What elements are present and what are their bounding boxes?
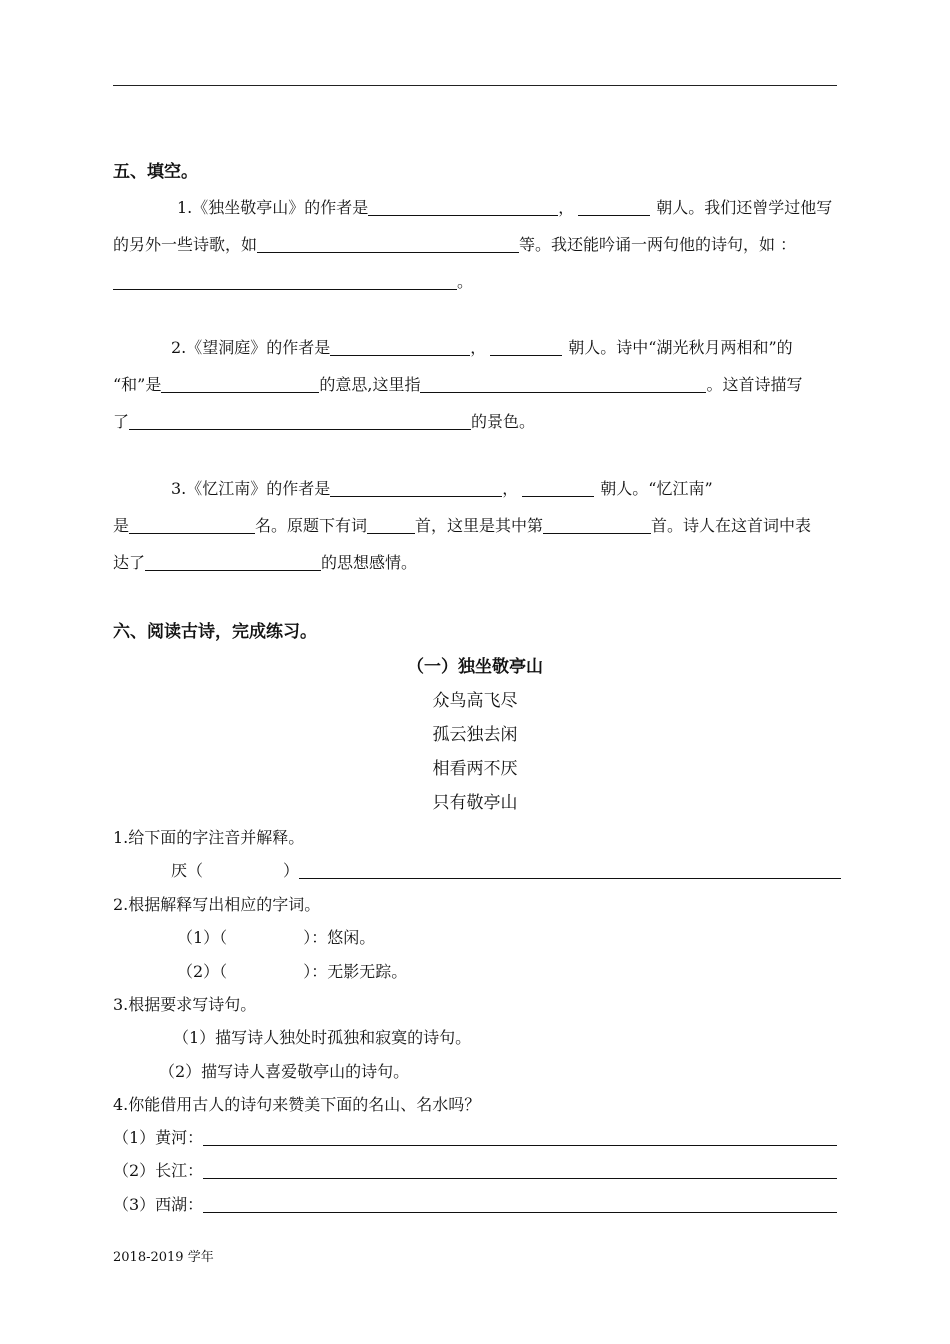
- poem-line-3: 相看两不厌: [432, 759, 518, 779]
- q5-1-text2: 朝人。我们还曾学过他写: [656, 198, 833, 217]
- q6-1-item: [113, 861, 837, 881]
- q5-1-line2: [113, 235, 837, 255]
- q6-4-i2-label: （2）长江：: [113, 1161, 204, 1180]
- q5-1-line3: [113, 272, 837, 292]
- q6-2-item2: [113, 962, 837, 982]
- q5-2-text7: 的景色。: [471, 412, 536, 431]
- q5-2-author-blank[interactable]: [330, 339, 470, 356]
- q5-2-line1: [113, 338, 837, 358]
- q6-3-item1: [113, 1028, 837, 1048]
- q6-2-i2-close: ）：无影无踪。: [303, 962, 408, 981]
- q6-4-i3-blank[interactable]: [203, 1196, 837, 1213]
- q5-1-dynasty-blank[interactable]: [578, 199, 650, 216]
- q5-3-text2: 朝人。“忆江南”: [600, 479, 713, 498]
- q6-3-item2: [113, 1062, 837, 1082]
- q6-4-i1-blank[interactable]: [203, 1129, 837, 1146]
- q5-1-line1: [113, 198, 837, 218]
- q5-2-text2: 朝人。诗中“湖光秋月两相和”的: [568, 338, 793, 357]
- q6-2-i1-close: ）：悠闲。: [303, 928, 376, 947]
- poem-line-2: 孤云独去闲: [432, 725, 518, 745]
- q5-3-line2: [113, 516, 837, 536]
- poem-title: （一）独坐敬亭山: [407, 657, 543, 677]
- q5-1-comma: ，: [558, 198, 575, 217]
- q5-2-line3: [113, 412, 837, 432]
- footer-year: 2018-2019 学年: [113, 1250, 214, 1265]
- q5-3-text8: 的思想感情。: [321, 553, 418, 572]
- q5-2-meaning-blank[interactable]: [161, 376, 319, 393]
- q6-2-i2-open: （2）（: [177, 962, 228, 981]
- q6-1-explain-blank[interactable]: [299, 862, 841, 879]
- q5-3-text7: 达了: [113, 553, 146, 572]
- q6-1-text: 1.给下面的字注音并解释。: [113, 828, 305, 847]
- q6-4-i1-label: （1）黄河：: [113, 1128, 204, 1147]
- q5-2-line2: [113, 375, 837, 395]
- q6-4-i3-label: （3）西湖：: [113, 1195, 204, 1214]
- q5-1-author-blank[interactable]: [368, 199, 558, 216]
- q5-3-count-blank[interactable]: [367, 517, 415, 534]
- q5-2-text5: 。这首诗描写: [706, 375, 803, 394]
- q6-3-i2-text: （2）描写诗人喜爱敬亭山的诗句。: [159, 1062, 410, 1081]
- q5-3-text3: 是: [113, 516, 130, 535]
- q6-1-char: 厌（: [171, 861, 204, 880]
- q6-4-text: 4.你能借用古人的诗句来赞美下面的名山、名水吗？: [113, 1095, 481, 1114]
- q6-2-text: 2.根据解释写出相应的字词。: [113, 895, 321, 914]
- q6-4-item3: [113, 1195, 837, 1215]
- header-rule: [113, 85, 837, 86]
- section-six-title: 六、阅读古诗，完成练习。: [113, 622, 317, 642]
- q6-2-i1-open: （1）（: [177, 928, 228, 947]
- q5-2-text4: 的意思,这里指: [319, 375, 421, 394]
- q6-1-close: ）: [283, 861, 300, 880]
- q5-2-comma: ，: [470, 338, 487, 357]
- q5-3-dynasty-blank[interactable]: [522, 480, 594, 497]
- q5-1-text: 1.《独坐敬亭山》的作者是: [177, 198, 369, 217]
- q5-3-order-blank[interactable]: [543, 517, 651, 534]
- q5-3-author-blank[interactable]: [330, 480, 502, 497]
- q5-1-text4: 等。我还能吟诵一两句他的诗句，如 ：: [519, 235, 797, 254]
- q5-1-text3: 的另外一些诗歌，如: [113, 235, 258, 254]
- q5-3-comma: ，: [502, 479, 519, 498]
- section-five-title: 五、填空。: [113, 162, 198, 182]
- q5-3-text4: 名。原题下有词: [255, 516, 368, 535]
- q5-2-scene-blank[interactable]: [129, 413, 471, 430]
- q5-3-text: 3.《忆江南》的作者是: [171, 479, 331, 498]
- q6-4-item1: [113, 1128, 837, 1148]
- q6-3-text: 3.根据要求写诗句。: [113, 995, 257, 1014]
- q5-1-period: 。: [457, 272, 474, 291]
- q6-4-item2: [113, 1161, 837, 1181]
- q6-3-i1-text: （1）描写诗人独处时孤独和寂寞的诗句。: [173, 1028, 472, 1047]
- q5-3-text6: 首。诗人在这首词中表: [651, 516, 812, 535]
- poem-line-1: 众鸟高飞尽: [432, 691, 518, 711]
- q6-2-item1: [113, 928, 837, 948]
- q5-2-refers-blank[interactable]: [420, 376, 706, 393]
- q5-3-line3: [113, 553, 837, 573]
- q5-3-feeling-blank[interactable]: [145, 554, 321, 571]
- q5-3-line1: [113, 479, 837, 499]
- q5-3-name-blank[interactable]: [129, 517, 255, 534]
- poem-line-4: 只有敬亭山: [432, 793, 518, 813]
- q5-2-dynasty-blank[interactable]: [490, 339, 562, 356]
- q5-3-text5: 首，这里是其中第: [415, 516, 544, 535]
- q6-4-i2-blank[interactable]: [203, 1162, 837, 1179]
- q5-1-poems-blank[interactable]: [257, 236, 519, 253]
- q5-1-verse-blank[interactable]: [113, 273, 457, 290]
- q5-2-text3: “和”是: [113, 375, 162, 394]
- q5-2-text6: 了: [113, 412, 130, 431]
- q5-2-text: 2.《望洞庭》的作者是: [171, 338, 331, 357]
